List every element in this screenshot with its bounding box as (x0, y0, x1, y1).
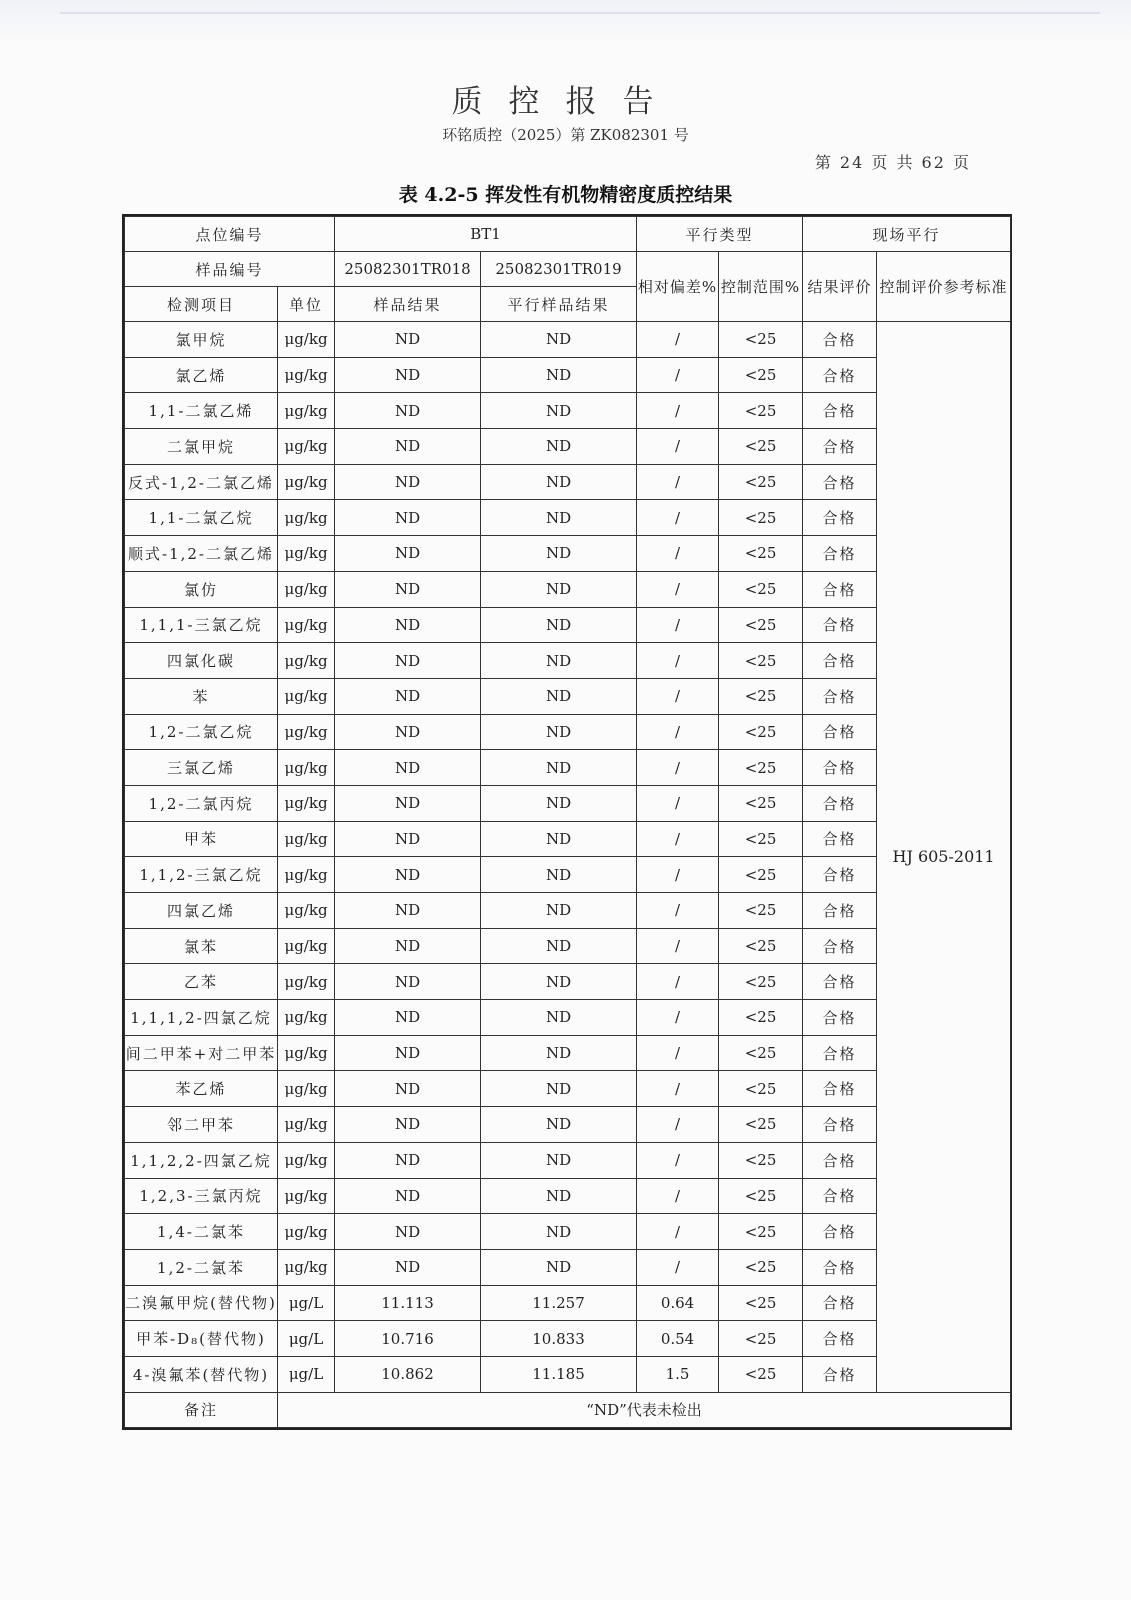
cell-control-range: <25 (719, 1071, 803, 1107)
cell-item: 乙苯 (125, 964, 278, 1000)
cell-unit: μg/kg (278, 1071, 335, 1107)
cell-parallel-result: ND (481, 357, 637, 393)
cell-sample-result: ND (335, 750, 481, 786)
cell-control-range: <25 (719, 714, 803, 750)
header-parallel-result: 平行样品结果 (481, 287, 637, 322)
cell-unit: μg/kg (278, 857, 335, 893)
cell-result-eval: 合格 (803, 1000, 877, 1036)
cell-sample-result: ND (335, 893, 481, 929)
cell-sample-result: ND (335, 1107, 481, 1143)
cell-item: 1,1,1-三氯乙烷 (125, 607, 278, 643)
cell-rel-dev: / (637, 1249, 719, 1285)
cell-rel-dev: / (637, 1000, 719, 1036)
cell-rel-dev: / (637, 821, 719, 857)
cell-parallel-result: ND (481, 1214, 637, 1250)
cell-control-range: <25 (719, 1356, 803, 1392)
cell-rel-dev: / (637, 464, 719, 500)
cell-sample-result: ND (335, 464, 481, 500)
cell-parallel-result: ND (481, 1142, 637, 1178)
cell-result-eval: 合格 (803, 464, 877, 500)
cell-parallel-result: ND (481, 1071, 637, 1107)
cell-unit: μg/L (278, 1285, 335, 1321)
cell-control-range: <25 (719, 571, 803, 607)
cell-item: 二氯甲烷 (125, 429, 278, 465)
cell-rel-dev: / (637, 1178, 719, 1214)
header-sample-b: 25082301TR019 (481, 252, 637, 287)
cell-rel-dev: / (637, 500, 719, 536)
cell-result-eval: 合格 (803, 1356, 877, 1392)
cell-item: 4-溴氟苯(替代物) (125, 1356, 278, 1392)
cell-control-range: <25 (719, 322, 803, 358)
header-parallel-type: 平行类型 (637, 217, 803, 252)
cell-item: 1,1,2,2-四氯乙烷 (125, 1142, 278, 1178)
header-sample-id: 样品编号 (125, 252, 335, 287)
cell-rel-dev: / (637, 1214, 719, 1250)
cell-result-eval: 合格 (803, 857, 877, 893)
cell-unit: μg/L (278, 1356, 335, 1392)
cell-sample-result: ND (335, 536, 481, 572)
cell-rel-dev: / (637, 893, 719, 929)
cell-sample-result: ND (335, 607, 481, 643)
cell-rel-dev: / (637, 643, 719, 679)
cell-result-eval: 合格 (803, 322, 877, 358)
cell-rel-dev: / (637, 1107, 719, 1143)
cell-result-eval: 合格 (803, 1285, 877, 1321)
cell-parallel-result: 10.833 (481, 1321, 637, 1357)
cell-item: 氯乙烯 (125, 357, 278, 393)
cell-rel-dev: / (637, 857, 719, 893)
cell-item: 二溴氟甲烷(替代物) (125, 1285, 278, 1321)
cell-unit: μg/kg (278, 893, 335, 929)
cell-item: 氯仿 (125, 571, 278, 607)
cell-result-eval: 合格 (803, 714, 877, 750)
cell-result-eval: 合格 (803, 500, 877, 536)
cell-sample-result: ND (335, 821, 481, 857)
cell-parallel-result: ND (481, 678, 637, 714)
cell-item: 氯甲烷 (125, 322, 278, 358)
cell-parallel-result: ND (481, 785, 637, 821)
cell-unit: μg/kg (278, 607, 335, 643)
cell-control-range: <25 (719, 1249, 803, 1285)
cell-result-eval: 合格 (803, 393, 877, 429)
cell-item: 间二甲苯+对二甲苯 (125, 1035, 278, 1071)
header-point-value: BT1 (335, 217, 637, 252)
cell-control-range: <25 (719, 500, 803, 536)
cell-sample-result: ND (335, 678, 481, 714)
cell-parallel-result: ND (481, 1249, 637, 1285)
cell-result-eval: 合格 (803, 821, 877, 857)
cell-unit: μg/kg (278, 464, 335, 500)
cell-parallel-result: 11.185 (481, 1356, 637, 1392)
cell-rel-dev: / (637, 964, 719, 1000)
header-control-range: 控制范围% (719, 252, 803, 322)
cell-control-range: <25 (719, 429, 803, 465)
cell-rel-dev: / (637, 536, 719, 572)
cell-unit: μg/kg (278, 928, 335, 964)
cell-sample-result: ND (335, 857, 481, 893)
cell-control-range: <25 (719, 678, 803, 714)
cell-parallel-result: ND (481, 393, 637, 429)
cell-unit: μg/kg (278, 714, 335, 750)
cell-item: 1,2-二氯丙烷 (125, 785, 278, 821)
cell-result-eval: 合格 (803, 643, 877, 679)
header-point-id: 点位编号 (125, 217, 335, 252)
cell-unit: μg/kg (278, 500, 335, 536)
cell-unit: μg/kg (278, 643, 335, 679)
cell-result-eval: 合格 (803, 1107, 877, 1143)
cell-item: 甲苯-D₈(替代物) (125, 1321, 278, 1357)
cell-rel-dev: / (637, 429, 719, 465)
cell-rel-dev: / (637, 714, 719, 750)
cell-parallel-result: ND (481, 464, 637, 500)
scan-streak (60, 12, 1100, 14)
cell-unit: μg/kg (278, 1107, 335, 1143)
cell-unit: μg/kg (278, 393, 335, 429)
cell-parallel-result: ND (481, 536, 637, 572)
cell-sample-result: ND (335, 643, 481, 679)
cell-item: 苯 (125, 678, 278, 714)
cell-sample-result: 11.113 (335, 1285, 481, 1321)
cell-rel-dev: 0.54 (637, 1321, 719, 1357)
cell-result-eval: 合格 (803, 785, 877, 821)
cell-sample-result: 10.716 (335, 1321, 481, 1357)
cell-result-eval: 合格 (803, 750, 877, 786)
cell-rel-dev: / (637, 571, 719, 607)
cell-result-eval: 合格 (803, 429, 877, 465)
cell-unit: μg/kg (278, 571, 335, 607)
cell-unit: μg/kg (278, 750, 335, 786)
cell-rel-dev: / (637, 322, 719, 358)
header-row-sample (125, 252, 1011, 287)
document-title: 质控报告 (451, 84, 680, 120)
page-info: 第 24 页 共 62 页 (814, 153, 971, 172)
cell-control-range: <25 (719, 893, 803, 929)
cell-unit: μg/kg (278, 821, 335, 857)
header-sample-result: 样品结果 (335, 287, 481, 322)
remark-value: “ND”代表未检出 (278, 1392, 1011, 1428)
cell-sample-result: ND (335, 500, 481, 536)
cell-unit: μg/kg (278, 785, 335, 821)
cell-rel-dev: / (637, 393, 719, 429)
cell-item: 1,2-二氯苯 (125, 1249, 278, 1285)
cell-item: 三氯乙烯 (125, 750, 278, 786)
cell-control-range: <25 (719, 785, 803, 821)
cell-control-range: <25 (719, 750, 803, 786)
cell-result-eval: 合格 (803, 571, 877, 607)
cell-result-eval: 合格 (803, 893, 877, 929)
cell-sample-result: ND (335, 357, 481, 393)
cell-item: 1,1-二氯乙烯 (125, 393, 278, 429)
cell-sample-result: ND (335, 571, 481, 607)
cell-parallel-result: 11.257 (481, 1285, 637, 1321)
cell-unit: μg/kg (278, 678, 335, 714)
cell-parallel-result: ND (481, 1035, 637, 1071)
cell-parallel-result: ND (481, 714, 637, 750)
cell-sample-result: ND (335, 1142, 481, 1178)
cell-sample-result: ND (335, 1249, 481, 1285)
cell-sample-result: ND (335, 393, 481, 429)
cell-rel-dev: / (637, 678, 719, 714)
cell-control-range: <25 (719, 1214, 803, 1250)
cell-result-eval: 合格 (803, 607, 877, 643)
remark-row (125, 1392, 1011, 1428)
cell-item: 四氯乙烯 (125, 893, 278, 929)
cell-parallel-result: ND (481, 322, 637, 358)
cell-rel-dev: / (637, 357, 719, 393)
cell-control-range: <25 (719, 857, 803, 893)
cell-result-eval: 合格 (803, 1071, 877, 1107)
cell-control-range: <25 (719, 393, 803, 429)
header-sample-a: 25082301TR018 (335, 252, 481, 287)
cell-sample-result: ND (335, 714, 481, 750)
cell-rel-dev: / (637, 750, 719, 786)
cell-rel-dev: 1.5 (637, 1356, 719, 1392)
cell-control-range: <25 (719, 1321, 803, 1357)
cell-control-range: <25 (719, 821, 803, 857)
cell-control-range: <25 (719, 1178, 803, 1214)
cell-item: 1,1,2-三氯乙烷 (125, 857, 278, 893)
cell-item: 氯苯 (125, 928, 278, 964)
cell-parallel-result: ND (481, 1000, 637, 1036)
cell-item: 1,1-二氯乙烷 (125, 500, 278, 536)
cell-sample-result: 10.862 (335, 1356, 481, 1392)
cell-parallel-result: ND (481, 821, 637, 857)
cell-unit: μg/kg (278, 964, 335, 1000)
cell-parallel-result: ND (481, 643, 637, 679)
cell-unit: μg/kg (278, 536, 335, 572)
cell-item: 反式-1,2-二氯乙烯 (125, 464, 278, 500)
cell-unit: μg/kg (278, 1000, 335, 1036)
cell-item: 1,2-二氯乙烷 (125, 714, 278, 750)
cell-control-range: <25 (719, 357, 803, 393)
cell-item: 1,1,1,2-四氯乙烷 (125, 1000, 278, 1036)
qc-table (122, 214, 1012, 1430)
cell-rel-dev: / (637, 1071, 719, 1107)
cell-parallel-result: ND (481, 500, 637, 536)
header-parallel-value: 现场平行 (803, 217, 1011, 252)
cell-result-eval: 合格 (803, 1249, 877, 1285)
cell-result-eval: 合格 (803, 536, 877, 572)
cell-rel-dev: / (637, 928, 719, 964)
header-standard-ref: 控制评价参考标准 (877, 252, 1011, 322)
cell-item: 甲苯 (125, 821, 278, 857)
header-unit: 单位 (278, 287, 335, 322)
cell-result-eval: 合格 (803, 1214, 877, 1250)
document-number: 环铭质控（2025）第 ZK082301 号 (442, 126, 689, 144)
header-row-point (125, 217, 1011, 252)
cell-parallel-result: ND (481, 1107, 637, 1143)
cell-parallel-result: ND (481, 893, 637, 929)
cell-unit: μg/kg (278, 1249, 335, 1285)
cell-result-eval: 合格 (803, 1178, 877, 1214)
cell-item: 1,2,3-三氯丙烷 (125, 1178, 278, 1214)
cell-sample-result: ND (335, 1214, 481, 1250)
cell-sample-result: ND (335, 1178, 481, 1214)
remark-label: 备注 (125, 1392, 278, 1428)
cell-control-range: <25 (719, 643, 803, 679)
cell-item: 顺式-1,2-二氯乙烯 (125, 536, 278, 572)
header-result-eval: 结果评价 (803, 252, 877, 322)
cell-sample-result: ND (335, 322, 481, 358)
cell-unit: μg/kg (278, 357, 335, 393)
header-item: 检测项目 (125, 287, 278, 322)
cell-control-range: <25 (719, 1107, 803, 1143)
cell-rel-dev: / (637, 607, 719, 643)
cell-result-eval: 合格 (803, 928, 877, 964)
cell-result-eval: 合格 (803, 1321, 877, 1357)
cell-parallel-result: ND (481, 571, 637, 607)
cell-rel-dev: / (637, 785, 719, 821)
cell-parallel-result: ND (481, 429, 637, 465)
cell-result-eval: 合格 (803, 1142, 877, 1178)
cell-item: 1,4-二氯苯 (125, 1214, 278, 1250)
cell-parallel-result: ND (481, 607, 637, 643)
cell-control-range: <25 (719, 1285, 803, 1321)
standard-reference: HJ 605-2011 (877, 322, 1011, 1393)
cell-control-range: <25 (719, 928, 803, 964)
cell-result-eval: 合格 (803, 357, 877, 393)
header-rel-dev: 相对偏差% (637, 252, 719, 322)
cell-control-range: <25 (719, 607, 803, 643)
cell-parallel-result: ND (481, 928, 637, 964)
cell-result-eval: 合格 (803, 678, 877, 714)
cell-item: 四氯化碳 (125, 643, 278, 679)
table-title: 表 4.2-5 挥发性有机物精密度质控结果 (398, 184, 733, 206)
cell-sample-result: ND (335, 429, 481, 465)
cell-unit: μg/kg (278, 429, 335, 465)
cell-control-range: <25 (719, 464, 803, 500)
cell-parallel-result: ND (481, 857, 637, 893)
cell-parallel-result: ND (481, 1178, 637, 1214)
cell-result-eval: 合格 (803, 1035, 877, 1071)
cell-unit: μg/L (278, 1321, 335, 1357)
cell-sample-result: ND (335, 928, 481, 964)
cell-rel-dev: 0.64 (637, 1285, 719, 1321)
cell-sample-result: ND (335, 1071, 481, 1107)
cell-result-eval: 合格 (803, 964, 877, 1000)
cell-sample-result: ND (335, 785, 481, 821)
cell-sample-result: ND (335, 1000, 481, 1036)
cell-control-range: <25 (719, 536, 803, 572)
cell-unit: μg/kg (278, 1214, 335, 1250)
cell-item: 苯乙烯 (125, 1071, 278, 1107)
cell-unit: μg/kg (278, 322, 335, 358)
cell-control-range: <25 (719, 1142, 803, 1178)
cell-control-range: <25 (719, 964, 803, 1000)
cell-parallel-result: ND (481, 750, 637, 786)
cell-unit: μg/kg (278, 1142, 335, 1178)
scan-top-band (0, 0, 1131, 44)
cell-unit: μg/kg (278, 1035, 335, 1071)
table-row (125, 322, 1011, 358)
cell-control-range: <25 (719, 1035, 803, 1071)
cell-sample-result: ND (335, 964, 481, 1000)
cell-rel-dev: / (637, 1035, 719, 1071)
cell-parallel-result: ND (481, 964, 637, 1000)
cell-rel-dev: / (637, 1142, 719, 1178)
cell-item: 邻二甲苯 (125, 1107, 278, 1143)
cell-unit: μg/kg (278, 1178, 335, 1214)
cell-sample-result: ND (335, 1035, 481, 1071)
cell-control-range: <25 (719, 1000, 803, 1036)
